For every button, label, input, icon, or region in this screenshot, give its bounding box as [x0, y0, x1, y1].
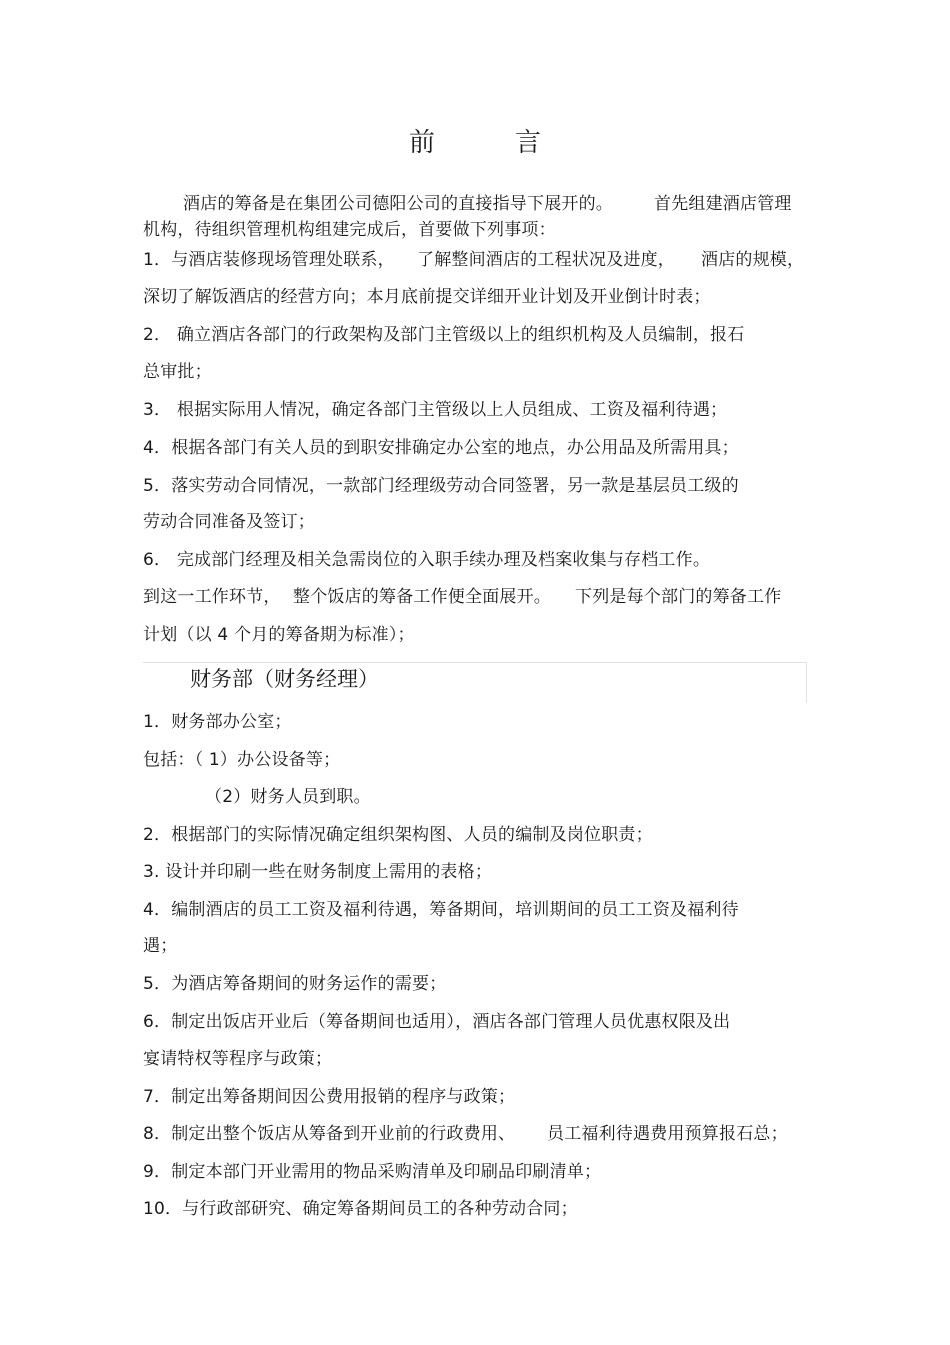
closing-line-c: 下列是每个部门的筹备工作 [575, 587, 782, 607]
closing-line-a: 到这一工作环节， [143, 587, 281, 607]
intro-item-6: 6． 完成部门经理及相关急需岗位的入职手续办理及档案收集与存档工作。 [143, 550, 711, 570]
section-heading: 财务部（财务经理） [190, 667, 379, 691]
closing-line-b: 整个饭店的筹备工作便全面展开。 [293, 587, 551, 607]
finance-item-1-sub1: 包括：（ 1）办公设备等； [143, 750, 341, 770]
finance-item-4: 4．编制酒店的员工工资及福利待遇，筹备期间，培训期间的员工工资及福利待 [143, 900, 739, 920]
intro-item-3: 3． 根据实际用人情况，确定各部门主管级以上人员组成、工资及福利待遇； [143, 400, 728, 420]
intro-line-1b: 首先组建酒店管理 [654, 194, 792, 214]
finance-item-8a: 8．制定出整个饭店从筹备到开业前的行政费用、 [143, 1124, 516, 1144]
finance-item-4-cont: 遇； [143, 936, 178, 956]
finance-item-1: 1．财务部办公室； [143, 712, 292, 732]
page-title [0, 128, 950, 158]
intro-item-1-cont: 深切了解饭酒店的经营方向；本月底前提交详细开业计划及开业倒计时表； [143, 287, 711, 307]
finance-item-10: 10．与行政部研究、确定筹备期间员工的各种劳动合同； [143, 1199, 578, 1219]
intro-item-1b: 了解整间酒店的工程状况及进度， [417, 250, 675, 270]
finance-item-6: 6．制定出饭店开业后（筹备期间也适用），酒店各部门管理人员优惠权限及出 [143, 1012, 731, 1032]
intro-line-2: 机构，待组织管理机构组建完成后，首要做下列事项： [143, 220, 556, 240]
intro-item-2-cont: 总审批； [143, 362, 212, 382]
intro-item-5-cont: 劳动合同准备及签订； [143, 512, 315, 532]
title-char-2: 言 [515, 128, 542, 158]
finance-item-6-cont: 宴请特权等程序与政策； [143, 1049, 333, 1069]
finance-item-2: 2．根据部门的实际情况确定组织架构图、人员的编制及岗位职责； [143, 825, 653, 845]
intro-item-1c: 酒店的规模， [701, 250, 805, 270]
intro-item-2: 2． 确立酒店各部门的行政架构及部门主管级以上的组织机构及人员编制，报石 [143, 325, 745, 345]
finance-item-3: 3. 设计并印刷一些在财务制度上需用的表格； [143, 862, 493, 882]
finance-item-9: 9．制定本部门开业需用的物品采购清单及印刷品印刷清单； [143, 1162, 602, 1182]
intro-line-1a: 酒店的筹备是在集团公司德阳公司的直接指导下展开的。 [183, 194, 613, 214]
intro-item-5: 5．落实劳动合同情况，一款部门经理级劳动合同签署，另一款是基层员工级的 [143, 476, 739, 496]
intro-item-4: 4．根据各部门有关人员的到职安排确定办公室的地点，办公用品及所需用具； [143, 438, 739, 458]
finance-item-1-sub2: （2）财务人员到职。 [205, 787, 371, 807]
finance-item-5: 5．为酒店筹备期间的财务运作的需要； [143, 974, 447, 994]
finance-item-8b: 员工福利待遇费用预算报石总； [547, 1124, 788, 1144]
finance-item-7: 7．制定出筹备期间因公费用报销的程序与政策； [143, 1087, 516, 1107]
intro-item-1a: 1．与酒店装修现场管理处联系， [143, 250, 395, 270]
title-char-1: 前 [408, 128, 435, 158]
closing-line-d: 计划（以 4 个月的筹备期为标准）； [143, 625, 415, 645]
